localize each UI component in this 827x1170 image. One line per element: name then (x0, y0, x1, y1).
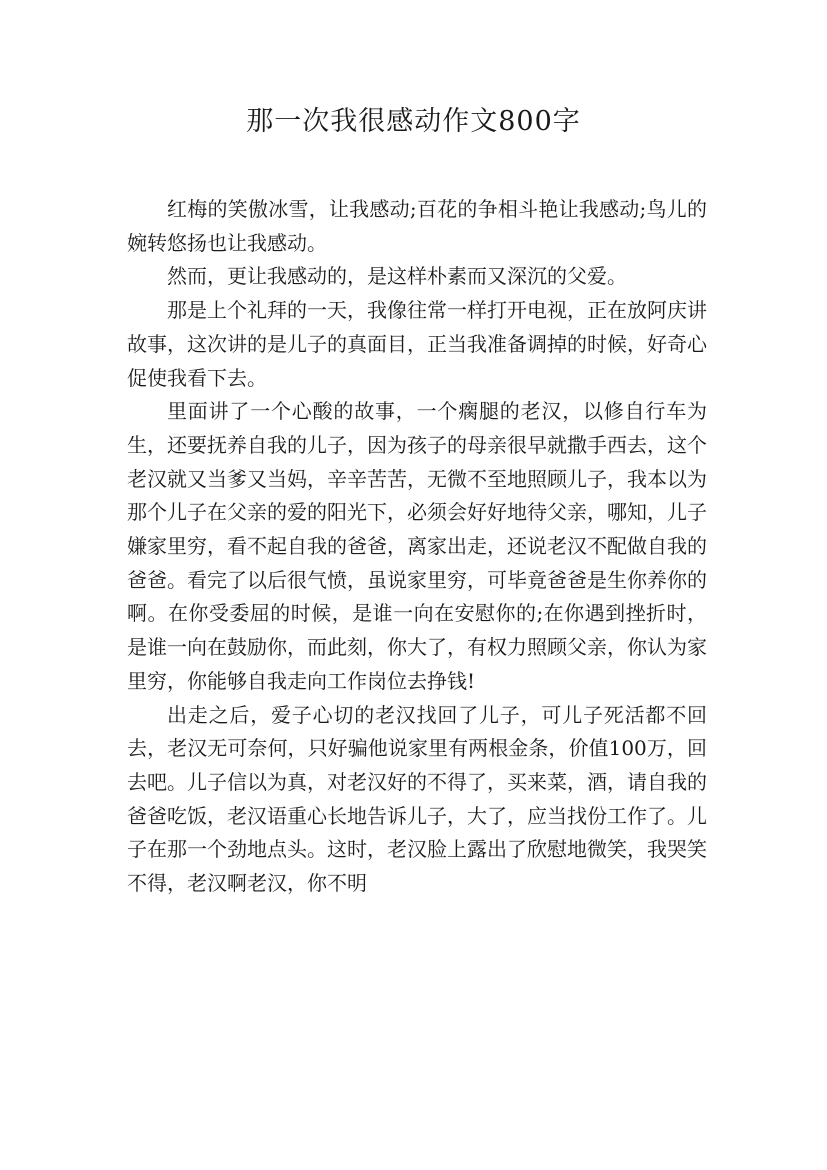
paragraph-1: 红梅的笑傲冰雪，让我感动;百花的争相斗艳让我感动;鸟儿的婉转悠扬也让我感动。 (127, 197, 707, 255)
paragraph-3: 那是上个礼拜的一天，我像往常一样打开电视，正在放阿庆讲故事，这次讲的是儿子的真面目，正当我准备调掉的时候，好奇心促使我看下去。 (127, 298, 707, 390)
document-body (127, 193, 707, 901)
document-title: 那一次我很感动作文800字 (246, 106, 581, 137)
paragraph-2: 然而，更让我感动的，是这样朴素而又深沉的父爱。 (167, 264, 627, 289)
paragraph-5: 出走之后，爱子心切的老汉找回了儿子，可儿子死活都不回去，老汉无可奈何，只好骗他说家里有两根金条，价值100万，回去吧。儿子信以为真，对老汉好的不得了，买来菜，酒，请自我的爸爸吃饭，老汉语重心长地告诉儿子，大了，应当找份工作了。儿子在那一个劲地点头。这时，老汉脸上露出了欣慰地微笑，我哭笑不得，老汉啊老汉，你不明 (127, 702, 707, 896)
paragraph-4: 里面讲了一个心酸的故事，一个瘸腿的老汉，以修自行车为生，还要抚养自我的儿子，因为孩子的母亲很早就撒手西去，这个老汉就又当爹又当妈，辛辛苦苦，无微不至地照顾儿子，我本以为那个儿子在父亲的爱的阳光下，必须会好好地待父亲，哪知，儿子嫌家里穷，看不起自我的爸爸，离家出走，还说老汉不配做自我的爸爸。看完了以后很气愤，虽说家里穷，可毕竟爸爸是生你养你的啊。在你受委屈的时候，是谁一向在安慰你的;在你遇到挫折时，是谁一向在鼓励你，而此刻，你大了，有权力照顾父亲，你认为家里穷，你能够自我走向工作岗位去挣钱! (127, 399, 707, 693)
